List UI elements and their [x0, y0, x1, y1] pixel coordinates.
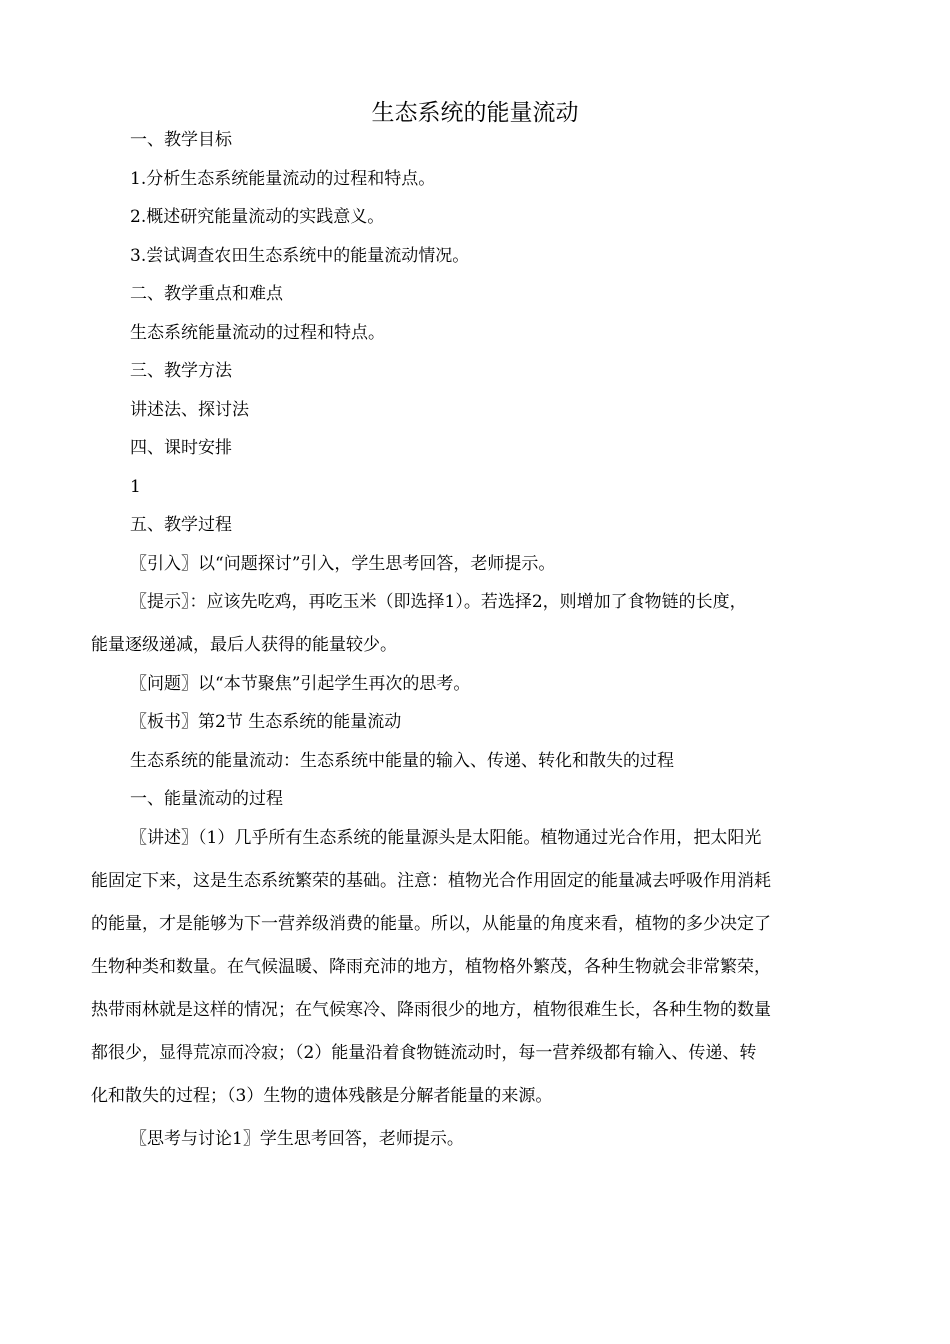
paragraph-discussion-1: 〖思考与讨论1〗学生思考回答，老师提示。: [130, 1129, 464, 1149]
document-title: 生态系统的能量流动: [371, 100, 579, 126]
definition-energy-flow: 生态系统的能量流动：生态系统中能量的输入、传递、转化和散失的过程: [130, 751, 674, 771]
heading-energy-flow-process: 一、能量流动的过程: [130, 789, 283, 809]
heading-teaching-process: 五、教学过程: [130, 515, 232, 535]
paragraph-lecture-line-7: 化和散失的过程；（3）生物的遗体残骸是分解者能量的来源。: [91, 1086, 553, 1106]
paragraph-lecture-line-1: 〖讲述〗（1）几乎所有生态系统的能量源头是太阳能。植物通过光合作用，把太阳光: [130, 828, 762, 848]
heading-teaching-objectives: 一、教学目标: [130, 130, 232, 150]
objective-item-2: 2.概述研究能量流动的实践意义。: [130, 207, 385, 227]
class-hours-value: 1: [130, 477, 141, 497]
paragraph-lecture-line-2: 能固定下来，这是生态系统繁荣的基础。注意：植物光合作用固定的能量减去呼吸作用消耗: [91, 871, 771, 891]
objective-item-1: 1.分析生态系统能量流动的过程和特点。: [130, 169, 436, 189]
paragraph-lecture-line-4: 生物种类和数量。在气候温暖、降雨充沛的地方，植物格外繁茂，各种生物就会非常繁荣，: [91, 957, 771, 977]
paragraph-lecture-line-3: 的能量，才是能够为下一营养级消费的能量。所以，从能量的角度来看，植物的多少决定了: [91, 914, 771, 934]
paragraph-lecture-line-6: 都很少，显得荒凉而冷寂；（2）能量沿着食物链流动时，每一营养级都有输入、传递、转: [91, 1043, 757, 1063]
paragraph-hint-line-1: 〖提示〗：应该先吃鸡，再吃玉米（即选择1）。若选择2，则增加了食物链的长度，: [130, 592, 747, 612]
paragraph-hint-line-2: 能量逐级递减，最后人获得的能量较少。: [91, 635, 397, 655]
heading-teaching-methods: 三、教学方法: [130, 361, 232, 381]
paragraph-question: 〖问题〗以“本节聚焦”引起学生再次的思考。: [130, 674, 471, 694]
key-points-text: 生态系统能量流动的过程和特点。: [130, 323, 385, 343]
paragraph-introduction: 〖引入〗以“问题探讨”引入，学生思考回答，老师提示。: [130, 554, 556, 574]
teaching-methods-text: 讲述法、探讨法: [130, 400, 249, 420]
objective-item-3: 3.尝试调查农田生态系统中的能量流动情况。: [130, 246, 470, 266]
heading-key-points: 二、教学重点和难点: [130, 284, 283, 304]
heading-class-hours: 四、课时安排: [130, 438, 232, 458]
paragraph-lecture-line-5: 热带雨林就是这样的情况；在气候寒冷、降雨很少的地方，植物很难生长，各种生物的数量: [91, 1000, 771, 1020]
paragraph-board-writing: 〖板书〗第2节 生态系统的能量流动: [130, 712, 402, 732]
